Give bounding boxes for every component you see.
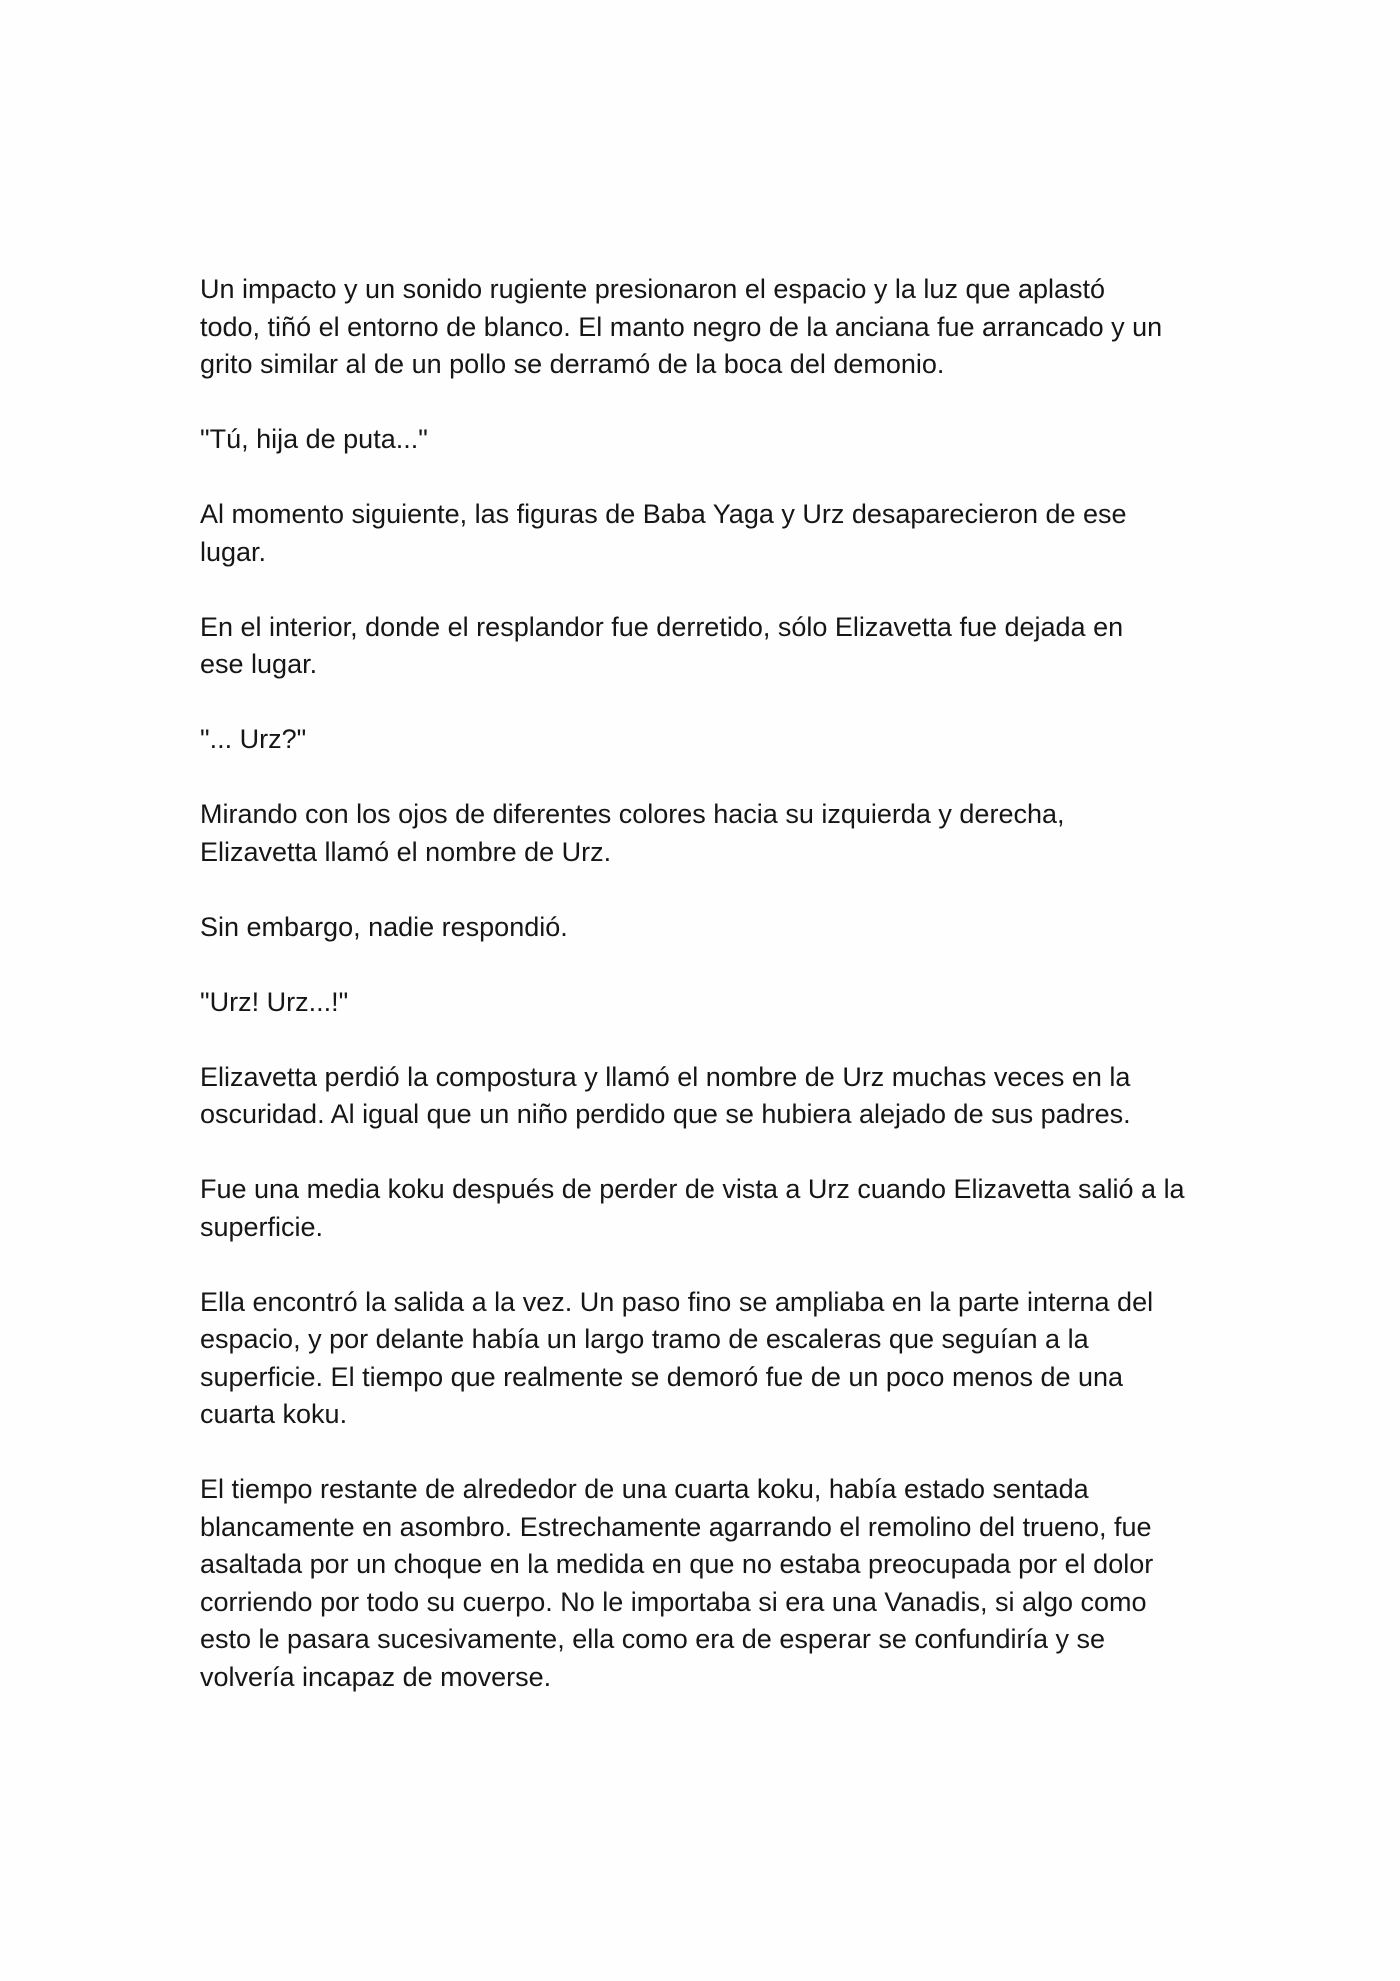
paragraph: "... Urz?" [200, 724, 307, 754]
paragraph: Al momento siguiente, las figuras de Baba Yaga y Urz desaparecieron de ese lugar. [200, 499, 1127, 567]
paragraph: Un impacto y un sonido rugiente presionaron el espacio y la luz que aplastó todo, tiñó el entorno de blanco. El manto negro de la anciana fue arrancado y un grito similar al de un pollo se derramó de la boca del demonio. [200, 274, 1163, 379]
paragraph: En el interior, donde el resplandor fue derretido, sólo Elizavetta fue dejada en ese lugar. [200, 611, 1124, 679]
paragraph: "Tú, hija de puta..." [200, 424, 428, 454]
paragraph: El tiempo restante de alrededor de una cuarta koku, había estado sentada blancamente en asombro. Estrechamente agarrando el remolino del trueno, fue asaltada por un choque en la medida en que no estaba preocupada por el dolor corriendo por todo su cuerpo. No le importaba si era una Vanadis, si algo como esto le pasara sucesivamente, ella como era de esperar se confundiría y se volvería incapaz de moverse. [200, 1474, 1154, 1692]
paragraph: Ella encontró la salida a la vez. Un paso fino se ampliaba en la parte interna del espacio, y por delante había un largo tramo de escaleras que seguían a la superficie. El tiempo que realmente se demoró fue de un poco menos de una cuarta koku. [200, 1286, 1154, 1429]
paragraph: "Urz! Urz...!" [200, 986, 349, 1017]
document-body [200, 271, 1210, 1696]
paragraph: Mirando con los ojos de diferentes colores hacia su izquierda y derecha, Elizavetta llamó el nombre de Urz. [200, 799, 1065, 867]
paragraph: Fue una media koku después de perder de vista a Urz cuando Elizavetta salió a la superficie. [200, 1174, 1185, 1242]
paragraph: Elizavetta perdió la compostura y llamó el nombre de Urz muchas veces en la oscuridad. Al igual que un niño perdido que se hubiera alejado de sus padres. [200, 1061, 1131, 1129]
paragraph: Sin embargo, nadie respondió. [200, 911, 568, 942]
